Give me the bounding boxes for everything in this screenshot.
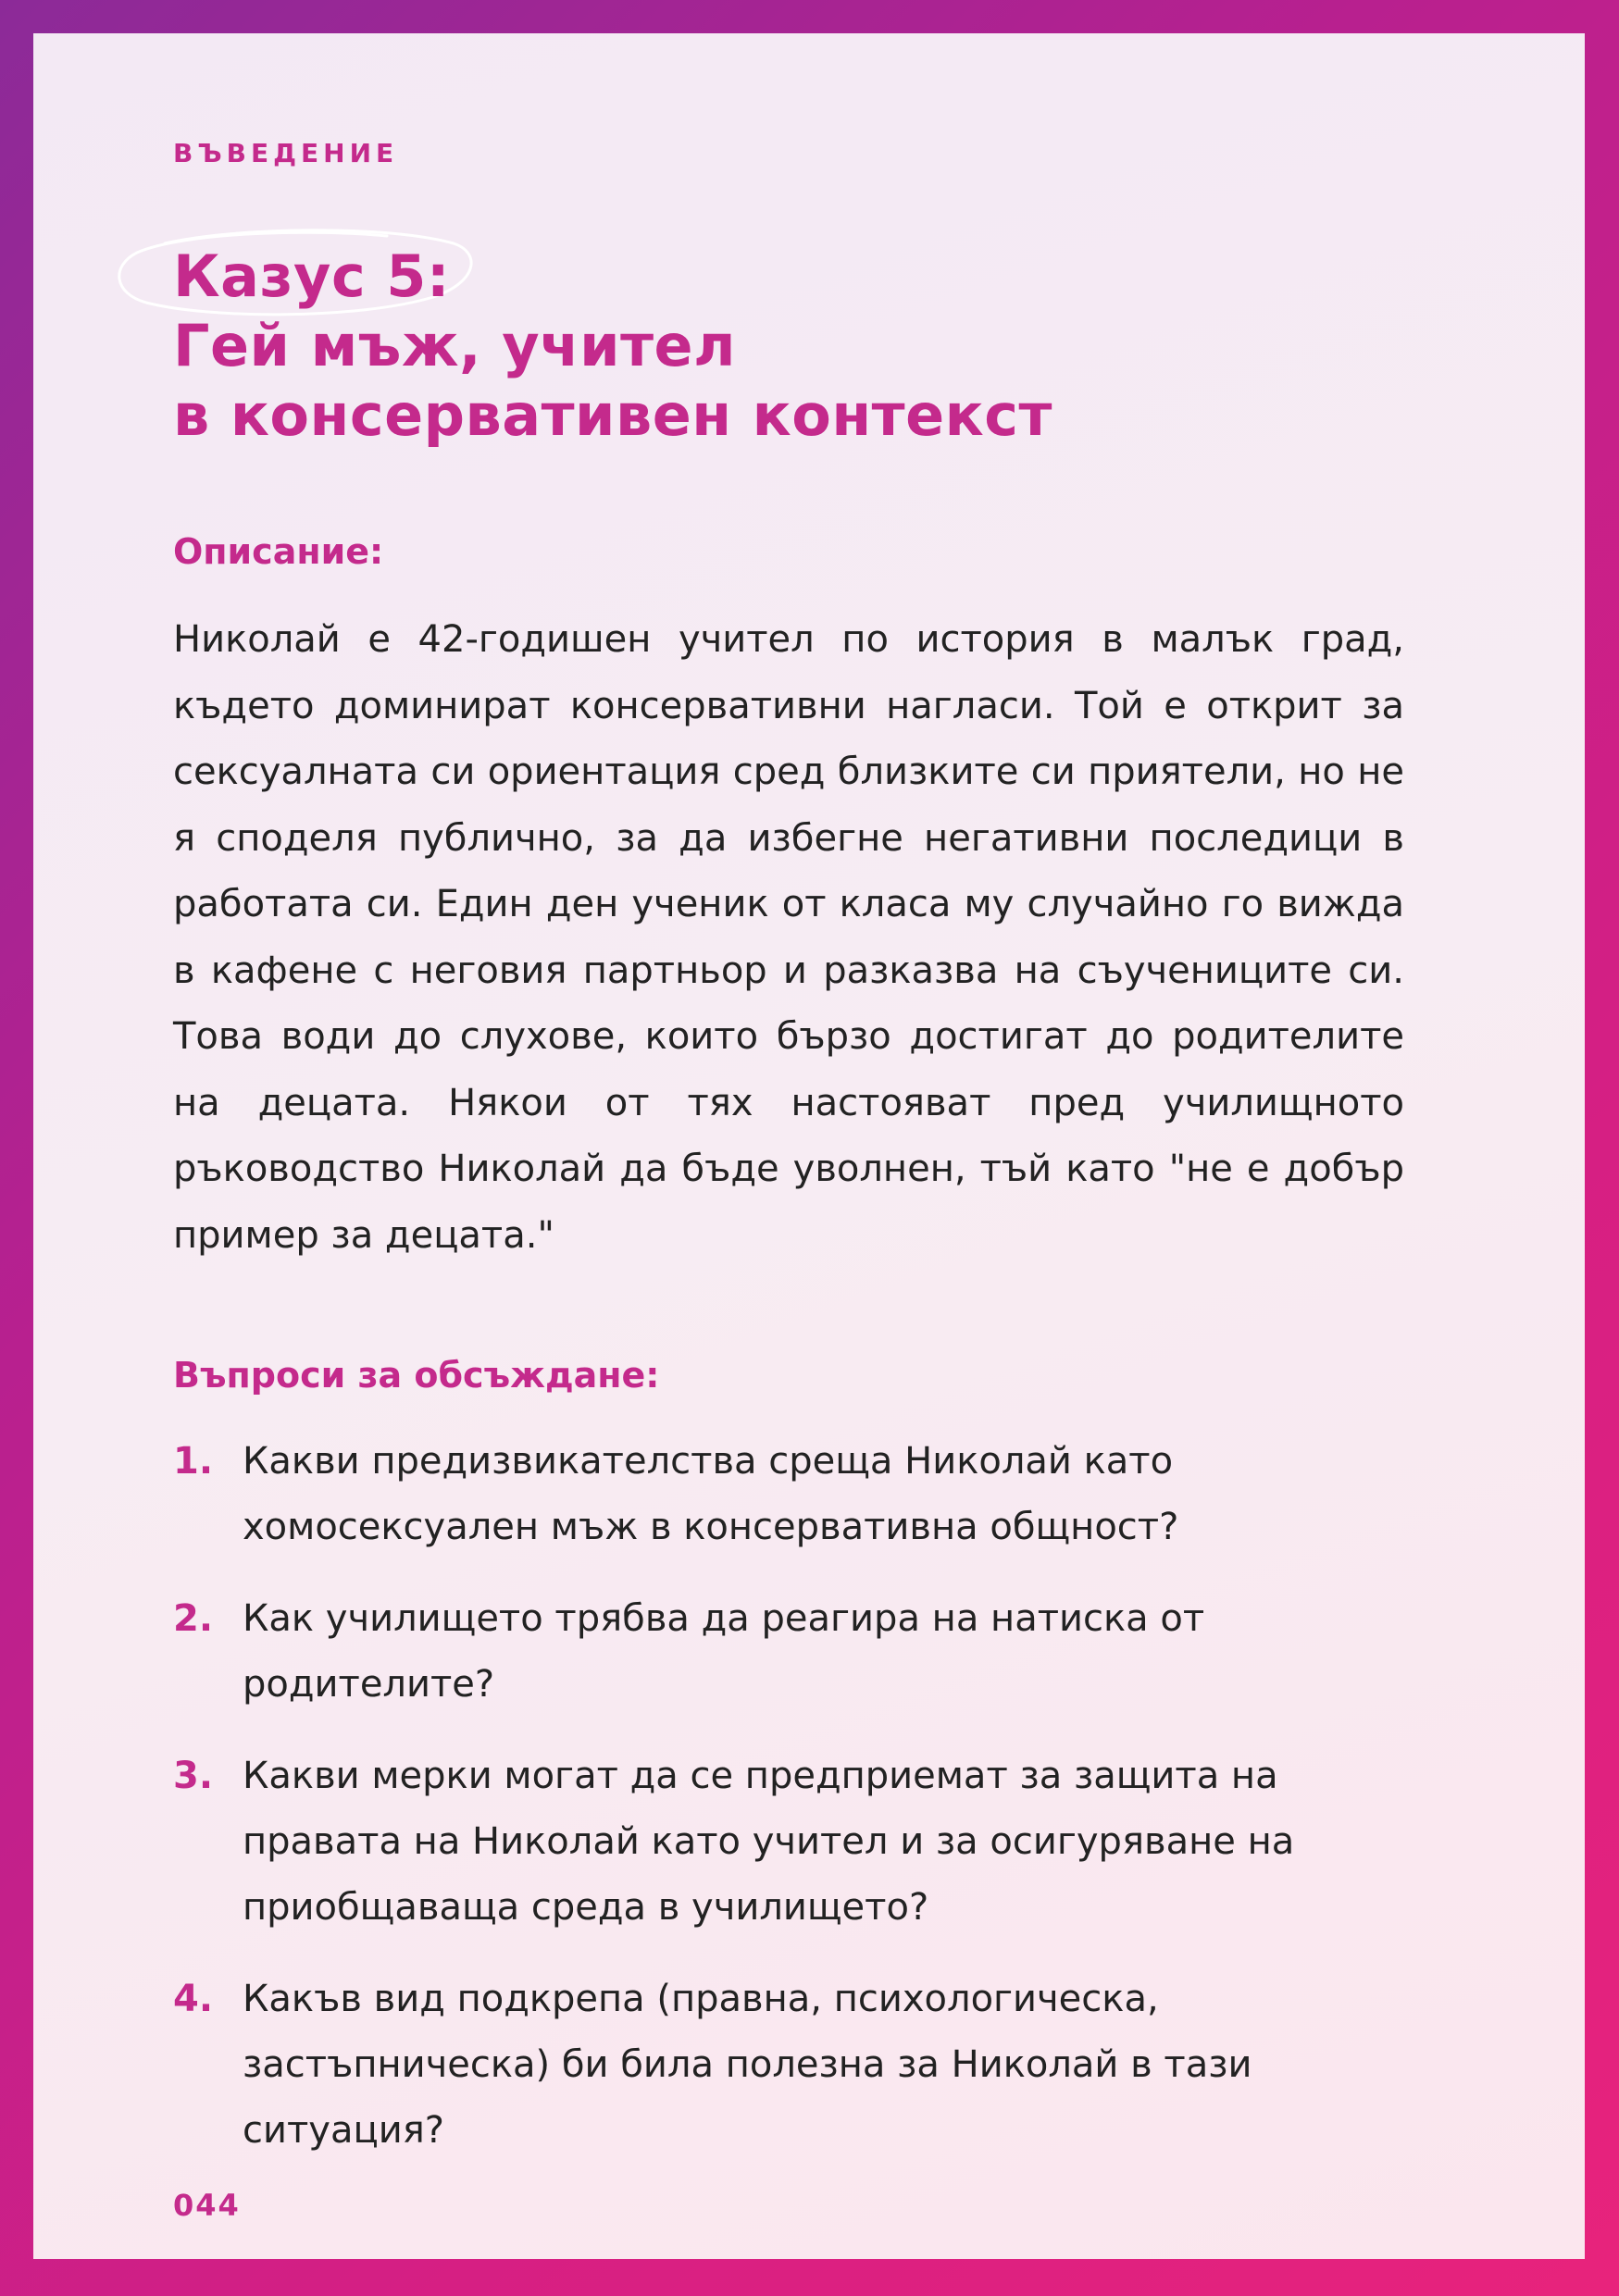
title-line-case-number: Казус 5: (173, 242, 451, 310)
list-item (173, 1429, 1367, 1560)
title-line-context: в консервативен контекст (173, 381, 1052, 449)
questions-list (173, 1429, 1367, 2190)
questions-heading: Въпроси за обсъждане: (173, 1355, 660, 1396)
description-heading: Описание: (173, 531, 384, 572)
question-text: Какви мерки могат да се предприемат за защита на правата на Николай като учител и за осигуряване на приобщаваща среда в училището? (243, 1755, 1295, 1929)
question-number: 1. (173, 1440, 214, 1483)
question-text: Какъв вид подкрепа (правна, психологическа, застъпническа) би била полезна за Николай в тази ситуация? (243, 1978, 1252, 2152)
list-item (173, 1586, 1367, 1718)
page-title (173, 242, 1469, 450)
page-number: 044 (173, 2188, 241, 2223)
question-text: Как училището трябва да реагира на натиска от родителите? (243, 1597, 1205, 1706)
section-label: ВЪВЕДЕНИЕ (173, 138, 399, 168)
question-text: Какви предизвикателства среща Николай като хомосексуален мъж в консервативна общност? (243, 1440, 1179, 1548)
title-line-subject: Гей мъж, учител (173, 312, 737, 379)
list-item (173, 1744, 1367, 1941)
question-number: 4. (173, 1978, 214, 2020)
list-item (173, 1967, 1367, 2164)
page (33, 33, 1585, 2259)
question-number: 3. (173, 1755, 214, 1797)
question-number: 2. (173, 1597, 214, 1640)
description-paragraph: Николай е 42-годишен учител по история в малък град, където доминират консервативни нагласи. Той е открит за сексуалната си ориентация сред близките си приятели, но не я споделя публично, за да избегне негативни последици в работата си. Един ден ученик от класа му случайно го вижда в кафене с неговия партньор и разказва на съучениците си. Това води до слухове, които бързо достигат до родителите на децата. Някои от тях настояват пред училищното ръководство Николай да бъде уволнен, тъй като "не е добър пример за децата." (173, 618, 1404, 1257)
